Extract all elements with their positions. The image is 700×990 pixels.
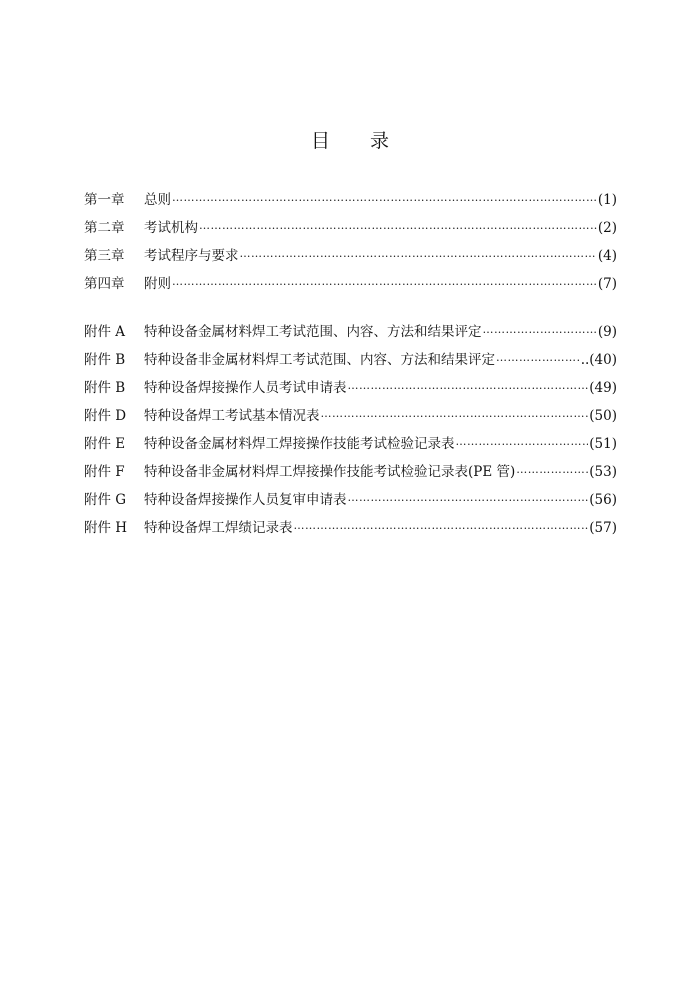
toc-entry-text: 总则 (144, 192, 171, 208)
toc-leader-dots (348, 484, 589, 512)
toc-entry-page: (7) (597, 276, 617, 292)
toc-entry-text: 特种设备焊工焊绩记录表 (144, 520, 293, 536)
toc-leader-dots (483, 316, 597, 344)
toc-entry-appendix-d[interactable] (84, 402, 617, 430)
toc-entry-number: 附件 A (84, 324, 126, 340)
toc-entry-number: 附件 B (84, 352, 126, 368)
toc-entry-number: 第三章 (84, 248, 125, 264)
toc-leader-dots (172, 268, 597, 296)
toc-entry-text: 特种设备非金属材料焊工焊接操作技能考试检验记录表(PE 管) (144, 464, 516, 480)
toc-entry-text: 特种设备焊工考试基本情况表 (144, 408, 320, 424)
toc-leader-dots (172, 184, 597, 212)
toc-entry-page: (51) (589, 436, 617, 452)
toc-leader-dots (348, 372, 589, 400)
toc-entry-text: 考试程序与要求 (144, 248, 239, 264)
toc-entry-text: 特种设备非金属材料焊工考试范围、内容、方法和结果评定 (144, 352, 495, 368)
toc-entry-number: 附件 B (84, 380, 126, 396)
toc-entry-page: (50) (589, 408, 617, 424)
toc-entry-page: ..(40) (580, 352, 617, 368)
toc-entry-number: 第二章 (84, 220, 125, 236)
toc-entry-text: 特种设备焊接操作人员复审申请表 (144, 492, 347, 508)
toc-entry-page: (2) (597, 220, 617, 236)
toc-entry-page: (9) (597, 324, 617, 340)
toc-entry-number: 第一章 (84, 192, 125, 208)
toc-title (0, 126, 700, 153)
toc-entry-appendix-g[interactable] (84, 486, 617, 514)
toc-entry-appendix-h[interactable] (84, 514, 617, 542)
toc-entry-number: 附件 F (84, 464, 125, 480)
toc-entry-text: 附则 (144, 276, 171, 292)
toc-leader-dots (240, 240, 597, 268)
toc-entry-text: 特种设备金属材料焊工焊接操作技能考试检验记录表 (144, 436, 455, 452)
toc-leader-dots (199, 212, 597, 240)
toc-entry-text: 考试机构 (144, 220, 198, 236)
toc-entry-page: (56) (589, 492, 617, 508)
toc-entry-appendix-f[interactable] (84, 458, 617, 486)
toc-appendix-list (84, 318, 617, 542)
toc-entry-number: 附件 E (84, 436, 126, 452)
toc-leader-dots (456, 428, 589, 456)
toc-entry-chapter-3[interactable] (84, 242, 617, 270)
toc-entry-page: (57) (589, 520, 617, 536)
toc-entry-number: 附件 G (84, 492, 127, 508)
toc-chapter-list (84, 186, 617, 298)
toc-leader-dots (294, 512, 589, 540)
toc-leader-dots (496, 344, 580, 372)
toc-leader-dots (516, 456, 588, 484)
toc-entry-number: 第四章 (84, 276, 125, 292)
toc-title-part2: 录 (370, 130, 390, 152)
toc-entry-page: (49) (589, 380, 617, 396)
toc-entry-page: (53) (589, 464, 617, 480)
toc-entry-chapter-4[interactable] (84, 270, 617, 298)
toc-leader-dots (321, 400, 589, 428)
toc-entry-appendix-b2[interactable] (84, 374, 617, 402)
toc-entry-page: (4) (597, 248, 617, 264)
toc-entry-appendix-a[interactable] (84, 318, 617, 346)
toc-entry-chapter-2[interactable] (84, 214, 617, 242)
toc-title-part1: 目 (310, 130, 330, 152)
toc-entry-appendix-b[interactable] (84, 346, 617, 374)
toc-entry-appendix-e[interactable] (84, 430, 617, 458)
toc-entry-text: 特种设备金属材料焊工考试范围、内容、方法和结果评定 (144, 324, 482, 340)
toc-entry-text: 特种设备焊接操作人员考试申请表 (144, 380, 347, 396)
toc-entry-number: 附件 H (84, 520, 128, 536)
toc-entry-chapter-1[interactable] (84, 186, 617, 214)
toc-entry-page: (1) (597, 192, 617, 208)
toc-entry-number: 附件 D (84, 408, 127, 424)
